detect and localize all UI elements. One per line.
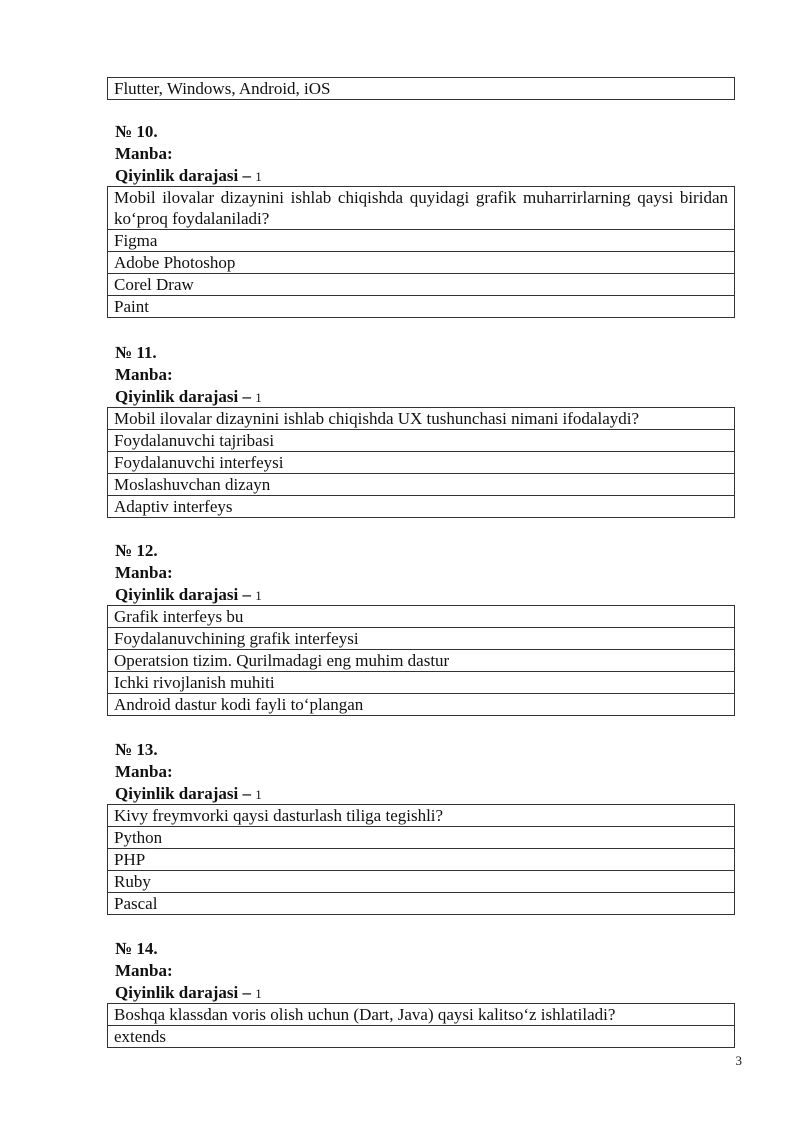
- answer-option: Paint: [107, 296, 735, 318]
- question-table-10: [107, 186, 735, 318]
- difficulty-line: [115, 982, 262, 1005]
- answer-option: Foydalanuvchi tajribasi: [107, 430, 735, 452]
- question-table-13: [107, 804, 735, 915]
- difficulty-label: Qiyinlik darajasi –: [115, 585, 256, 604]
- difficulty-value: 1: [255, 169, 262, 184]
- question-table-11: [107, 407, 735, 518]
- answer-option: Python: [107, 827, 735, 849]
- question-text: Mobil ilovalar dizaynini ishlab chiqishda quyidagi grafik muharrirlarning qaysi biridan ko‘proq foydalaniladi?: [107, 186, 735, 230]
- difficulty-line: [115, 783, 262, 806]
- question-number: № 14.: [115, 939, 158, 958]
- previous-question-table: [107, 77, 735, 100]
- difficulty-value: 1: [255, 787, 262, 802]
- answer-option: Android dastur kodi fayli to‘plangan: [107, 694, 735, 716]
- question-number: № 11.: [115, 343, 157, 362]
- source-label: Manba:: [115, 563, 173, 582]
- answer-option: Adaptiv interfeys: [107, 496, 735, 518]
- answer-option: Moslashuvchan dizayn: [107, 474, 735, 496]
- answer-option: Pascal: [107, 893, 735, 915]
- question-header-14: [115, 938, 262, 1005]
- source-label: Manba:: [115, 961, 173, 980]
- difficulty-label: Qiyinlik darajasi –: [115, 166, 256, 185]
- question-number: № 13.: [115, 740, 158, 759]
- question-header-10: [115, 121, 262, 188]
- difficulty-label: Qiyinlik darajasi –: [115, 983, 256, 1002]
- source-label: Manba:: [115, 144, 173, 163]
- source-label: Manba:: [115, 762, 173, 781]
- question-header-11: [115, 342, 262, 409]
- difficulty-value: 1: [255, 390, 262, 405]
- difficulty-line: [115, 386, 262, 409]
- source-label: Manba:: [115, 365, 173, 384]
- answer-option: Corel Draw: [107, 274, 735, 296]
- question-number: № 12.: [115, 541, 158, 560]
- answer-option: Flutter, Windows, Android, iOS: [107, 77, 735, 100]
- answer-option: Foydalanuvchining grafik interfeysi: [107, 628, 735, 650]
- answer-option: extends: [107, 1026, 735, 1048]
- page-number: 3: [735, 1053, 742, 1068]
- question-table-12: [107, 605, 735, 716]
- difficulty-label: Qiyinlik darajasi –: [115, 784, 256, 803]
- difficulty-line: [115, 584, 262, 607]
- difficulty-line: [115, 165, 262, 188]
- answer-option: Operatsion tizim. Qurilmadagi eng muhim dastur: [107, 650, 735, 672]
- answer-option: Figma: [107, 230, 735, 252]
- difficulty-label: Qiyinlik darajasi –: [115, 387, 256, 406]
- answer-option: PHP: [107, 849, 735, 871]
- question-text: Grafik interfeys bu: [107, 605, 735, 628]
- answer-option: Adobe Photoshop: [107, 252, 735, 274]
- question-header-13: [115, 739, 262, 806]
- question-number: № 10.: [115, 122, 158, 141]
- question-header-12: [115, 540, 262, 607]
- difficulty-value: 1: [255, 986, 262, 1001]
- question-text: Boshqa klassdan voris olish uchun (Dart, Java) qaysi kalitso‘z ishlatiladi?: [107, 1003, 735, 1026]
- answer-option: Ichki rivojlanish muhiti: [107, 672, 735, 694]
- answer-option: Foydalanuvchi interfeysi: [107, 452, 735, 474]
- answer-option: Ruby: [107, 871, 735, 893]
- question-text: Kivy freymvorki qaysi dasturlash tiliga tegishli?: [107, 804, 735, 827]
- difficulty-value: 1: [255, 588, 262, 603]
- question-table-14: [107, 1003, 735, 1048]
- question-text: Mobil ilovalar dizaynini ishlab chiqishda UX tushunchasi nimani ifodalaydi?: [107, 407, 735, 430]
